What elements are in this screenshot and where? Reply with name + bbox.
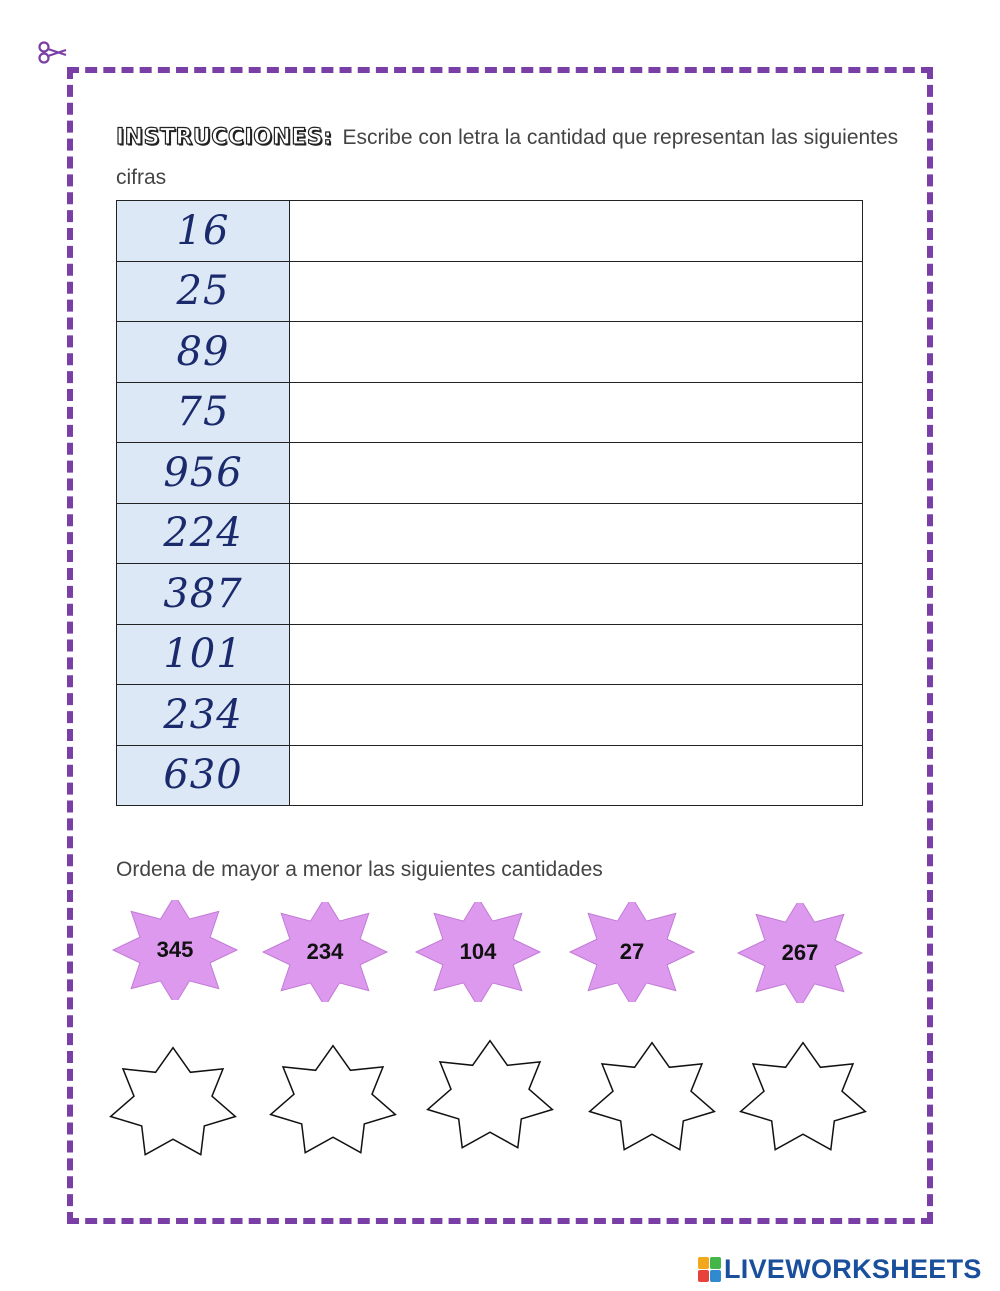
- scissors-icon: [36, 38, 80, 66]
- table-row: [117, 685, 863, 746]
- table-row: [117, 322, 863, 383]
- answer-field[interactable]: [290, 261, 863, 322]
- table-row: [117, 503, 863, 564]
- answer-field[interactable]: [290, 443, 863, 504]
- instructions: [116, 118, 906, 198]
- star-number: 345: [156, 937, 194, 962]
- number-cell: 630: [117, 745, 290, 806]
- answer-field[interactable]: [290, 382, 863, 443]
- number-cell: 89: [117, 322, 290, 383]
- number-cell: 387: [117, 564, 290, 625]
- number-cell: 234: [117, 685, 290, 746]
- answer-field[interactable]: [290, 564, 863, 625]
- brand-icon: [698, 1257, 721, 1282]
- answer-star[interactable]: [268, 1044, 398, 1160]
- order-title: Ordena de mayor a menor las siguientes cantidades: [116, 858, 603, 881]
- answer-star[interactable]: [425, 1039, 555, 1155]
- table-row: [117, 201, 863, 262]
- number-star: [110, 900, 240, 1000]
- number-star: [260, 902, 390, 1002]
- answer-field[interactable]: [290, 745, 863, 806]
- table-row: [117, 745, 863, 806]
- answer-star[interactable]: [108, 1046, 238, 1162]
- star-number: 27: [619, 939, 645, 964]
- table-row: [117, 564, 863, 625]
- answer-star[interactable]: [738, 1041, 868, 1157]
- star-number: 234: [306, 939, 344, 964]
- instructions-text: Escribe con letra la cantidad que representan las siguientes cifras: [116, 126, 899, 189]
- star-number: 104: [459, 939, 497, 964]
- number-cell: 956: [117, 443, 290, 504]
- number-cell: 224: [117, 503, 290, 564]
- number-cell: 101: [117, 624, 290, 685]
- answer-field[interactable]: [290, 201, 863, 262]
- table-row: [117, 261, 863, 322]
- instructions-heading: INSTRUCCIONES:: [116, 125, 333, 150]
- number-cell: 75: [117, 382, 290, 443]
- answer-field[interactable]: [290, 624, 863, 685]
- empty-star-shape: [587, 1041, 717, 1157]
- answer-field[interactable]: [290, 322, 863, 383]
- answer-star[interactable]: [587, 1041, 717, 1157]
- table-row: [117, 382, 863, 443]
- numbers-table: [116, 200, 863, 806]
- number-star: [735, 903, 865, 1003]
- number-cell: 16: [117, 201, 290, 262]
- answer-field[interactable]: [290, 503, 863, 564]
- empty-star-shape: [425, 1039, 555, 1155]
- number-star: [413, 902, 543, 1002]
- brand-logo: [698, 1254, 982, 1284]
- number-cell: 25: [117, 261, 290, 322]
- table-row: [117, 624, 863, 685]
- empty-star-shape: [738, 1041, 868, 1157]
- empty-star-shape: [108, 1046, 238, 1162]
- empty-star-shape: [268, 1044, 398, 1160]
- table-row: [117, 443, 863, 504]
- star-number: 267: [781, 940, 819, 965]
- number-star: [567, 902, 697, 1002]
- answer-field[interactable]: [290, 685, 863, 746]
- brand-name: LIVEWORKSHEETS: [724, 1253, 982, 1284]
